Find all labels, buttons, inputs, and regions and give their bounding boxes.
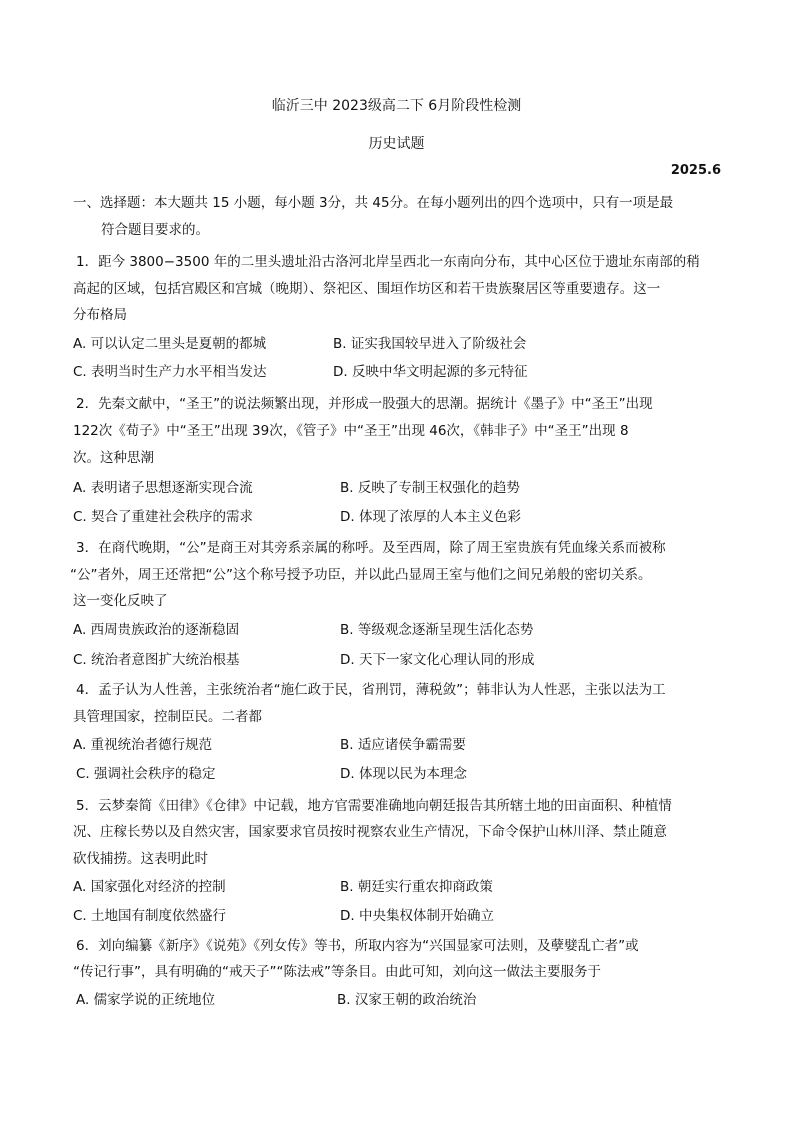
question-2-stem-line1: 2．先秦文献中，“圣王”的说法频繁出现，并形成一股强大的思潮。据统计《墨子》中“圣王”出现 [76, 396, 653, 412]
question-1-stem-line3: 分布格局 [73, 307, 127, 323]
section-heading-line1: 一、选择题：本大题共 15 小题，每小题 3分，共 45分。在每小题列出的四个选项中，只有一项是最 [73, 195, 674, 211]
section-heading-line2: 符合题目要求的。 [101, 222, 209, 238]
question-5-stem-line3: 砍伐捕捞。这表明此时 [73, 851, 208, 867]
exam-subject: 历史试题 [368, 136, 425, 152]
question-3-stem-line3: 这一变化反映了 [73, 593, 168, 609]
question-4-stem-line1: 4．孟子认为人性善，主张统治者“施仁政于民，省刑罚，薄税敛”；韩非认为人性恶，主张以法为工 [76, 682, 666, 698]
question-5-option-b: B. 朝廷实行重农抑商政策 [340, 879, 493, 895]
question-5-option-a: A. 国家强化对经济的控制 [73, 879, 226, 895]
question-3-stem-line2: “公”者外，周王还常把“公”这个称号授予功臣，并以此凸显周王室与他们之间兄弟般的密切关系。 [70, 567, 652, 583]
question-2-stem-line2: 122次《荀子》中“圣王”出现 39次，《管子》中“圣王”出现 46次，《韩非子》中“圣王”出现 8 [73, 423, 629, 439]
question-5-stem-line1: 5．云梦秦简《田律》《仓律》中记载，地方官需要准确地向朝廷报告其所辖土地的田亩面积、种植情 [76, 798, 672, 814]
question-2-option-d: D. 体现了浓厚的人本主义色彩 [340, 509, 521, 525]
question-6-option-b: B. 汉家王朝的政治统治 [337, 992, 477, 1008]
question-2-option-c: C. 契合了重建社会秩序的需求 [73, 509, 254, 525]
question-1-stem-line2: 高起的区域，包括宫殿区和宫城（晚期）、祭祀区、围垣作坊区和若干贵族聚居区等重要遗存。这一 [73, 281, 661, 297]
question-4-option-d: D. 体现以民为本理念 [340, 766, 467, 782]
question-1-option-b: B. 证实我国较早进入了阶级社会 [333, 336, 527, 352]
question-3-option-c: C. 统治者意图扩大统治根基 [73, 652, 240, 668]
question-3-option-d: D. 天下一家文化心理认同的形成 [340, 652, 535, 668]
question-3-stem-line1: 3．在商代晚期，“公”是商王对其旁系亲属的称呼。及至西周，除了周王室贵族有凭血缘关系而被称 [76, 540, 666, 556]
question-1-option-c: C. 表明当时生产力水平相当发达 [73, 364, 267, 380]
question-6-option-a: A. 儒家学说的正统地位 [76, 992, 216, 1008]
question-4-option-c: C. 强调社会秩序的稳定 [76, 766, 216, 782]
question-1-option-d: D. 反映中华文明起源的多元特征 [333, 364, 528, 380]
question-4-option-a: A. 重视统治者德行规范 [73, 737, 213, 753]
question-5-stem-line2: 况、庄稼长势以及自然灾害，国家要求官员按时视察农业生产情况，下命令保护山林川泽、禁止随意 [73, 824, 667, 840]
question-3-option-a: A. 西周贵族政治的逐渐稳固 [73, 622, 240, 638]
exam-date: 2025.6 [670, 163, 721, 178]
question-2-option-b: B. 反映了专制王权强化的趋势 [340, 480, 520, 496]
question-5-option-d: D. 中央集权体制开始确立 [340, 908, 494, 924]
question-6-stem-line2: “传记行事”，具有明确的“戒天子”“陈法戒”等条目。由此可知，刘向这一做法主要服务于 [73, 964, 601, 980]
question-2-option-a: A. 表明诸子思想逐渐实现合流 [73, 480, 253, 496]
question-6-stem-line1: 6．刘向编纂《新序》《说苑》《列女传》等书，所取内容为“兴国显家可法则，及孽嬖乱亡者”或 [76, 938, 639, 954]
question-1-option-a: A. 可以认定二里头是夏朝的都城 [73, 336, 267, 352]
question-4-option-b: B. 适应诸侯争霸需要 [340, 737, 466, 753]
exam-title: 临沂三中 2023级高二下 6月阶段性检测 [271, 98, 522, 114]
question-5-option-c: C. 土地国有制度依然盛行 [73, 908, 227, 924]
question-1-stem-line1: 1．距今 3800−3500 年的二里头遗址沿古洛河北岸呈西北一东南向分布，其中心区位于遗址东南部的稍 [76, 254, 700, 270]
question-2-stem-line3: 次。这种思潮 [73, 450, 154, 466]
question-3-option-b: B. 等级观念逐渐呈现生活化态势 [340, 622, 534, 638]
question-4-stem-line2: 具管理国家，控制臣民。二者都 [73, 709, 262, 725]
